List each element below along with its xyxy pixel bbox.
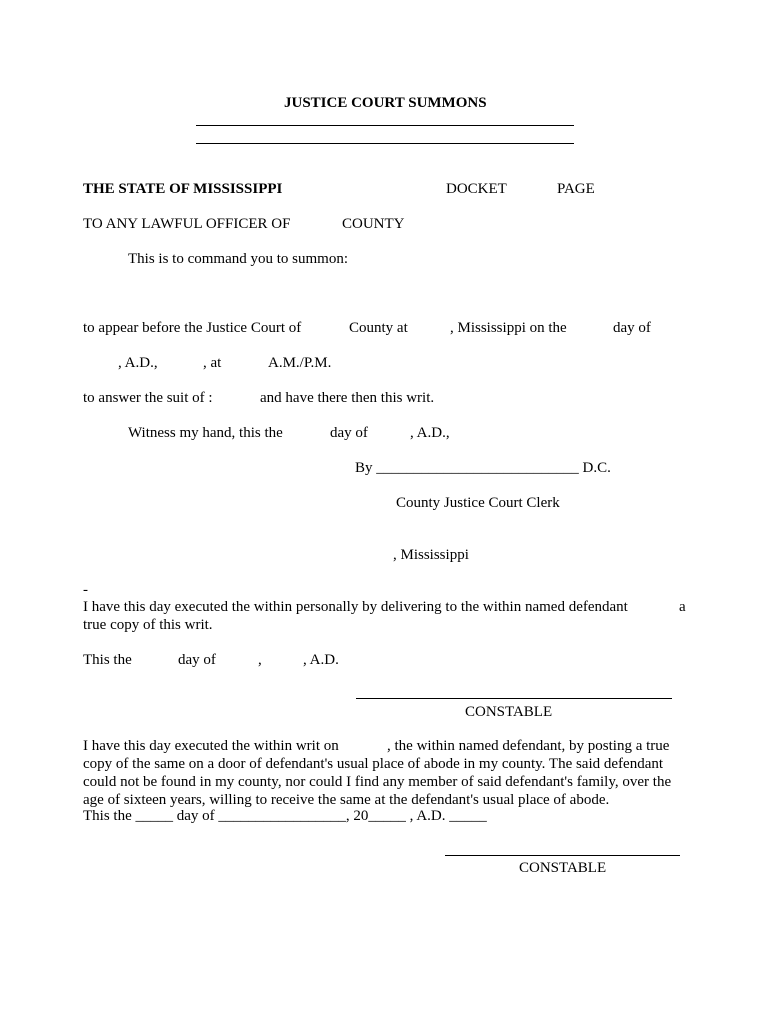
posting-line1-lead: I have this day executed the within writ on bbox=[83, 738, 339, 754]
personal-ad: , A.D. bbox=[303, 652, 339, 668]
title-rule-2 bbox=[196, 143, 574, 144]
constable-signature-line-1 bbox=[356, 698, 672, 699]
witness-day-of: day of bbox=[330, 425, 368, 441]
posting-line5: This the _____ day of _________________, 20_____ , A.D. _____ bbox=[83, 808, 487, 824]
clerk-location: , Mississippi bbox=[393, 547, 469, 563]
state-heading: THE STATE OF MISSISSIPPI bbox=[83, 181, 283, 197]
posting-line4: age of sixteen years, willing to receive the same at the defendant's usual place of abode. bbox=[83, 792, 610, 808]
personal-return-a: a bbox=[679, 599, 686, 615]
witness-lead: Witness my hand, this the bbox=[128, 425, 283, 441]
appear-day-of: day of bbox=[613, 320, 651, 336]
clerk-title: County Justice Court Clerk bbox=[396, 495, 560, 511]
officer-label: TO ANY LAWFUL OFFICER OF bbox=[83, 216, 291, 232]
personal-this-the: This the bbox=[83, 652, 132, 668]
clerk-by-line: By ___________________________ D.C. bbox=[355, 460, 611, 476]
title-rule-1 bbox=[196, 125, 574, 126]
page-label: PAGE bbox=[557, 181, 595, 197]
personal-return-line2: true copy of this writ. bbox=[83, 617, 213, 633]
docket-label: DOCKET bbox=[446, 181, 507, 197]
appear-lead: to appear before the Justice Court of bbox=[83, 320, 302, 336]
personal-day-of: day of bbox=[178, 652, 216, 668]
appear-mississippi-on: , Mississippi on the bbox=[450, 320, 567, 336]
document-title: JUSTICE COURT SUMMONS bbox=[284, 95, 487, 111]
ad-text: , A.D., bbox=[118, 355, 158, 371]
posting-line1-tail: , the within named defendant, by posting a true bbox=[387, 738, 670, 754]
at-text: , at bbox=[203, 355, 222, 371]
ampm-text: A.M./P.M. bbox=[268, 355, 332, 371]
county-label: COUNTY bbox=[342, 216, 405, 232]
command-text: This is to command you to summon: bbox=[128, 251, 348, 267]
posting-line2: copy of the same on a door of defendant's usual place of abode in my county. The said defendant bbox=[83, 756, 664, 772]
personal-return-line1: I have this day executed the within personally by delivering to the within named defendant bbox=[83, 599, 628, 615]
constable-signature-line-2 bbox=[445, 855, 680, 856]
personal-comma: , bbox=[258, 652, 262, 668]
answer-tail: and have there then this writ. bbox=[260, 390, 435, 406]
appear-county-at: County at bbox=[349, 320, 408, 336]
constable-label-1: CONSTABLE bbox=[465, 704, 553, 720]
return-dash: - bbox=[83, 582, 88, 598]
witness-ad: , A.D., bbox=[410, 425, 450, 441]
constable-label-2: CONSTABLE bbox=[519, 860, 607, 876]
posting-line3: could not be found in my county, nor could I find any member of said defendant's family, over the bbox=[83, 774, 672, 790]
answer-lead: to answer the suit of : bbox=[83, 390, 213, 406]
